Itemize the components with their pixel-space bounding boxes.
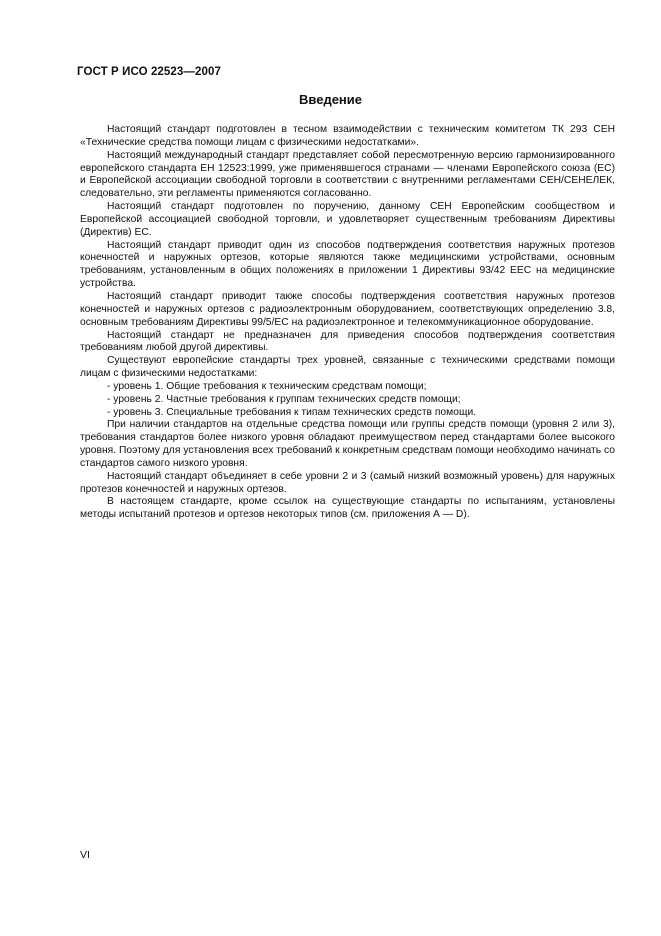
page-number: VI <box>80 849 90 861</box>
paragraph: Существуют европейские стандарты трех уровней, связанные с техническими средствами помощи лицам с физическими недостатками: <box>80 355 615 380</box>
list-item-level-3: - уровень 3. Специальные требования к типам технических средств помощи. <box>107 406 477 418</box>
paragraph: Настоящий стандарт подготовлен в тесном взаимодействии с техническим комитетом ТК 293 СЕН «Технические средства помощи лицам с физическими недостатками». <box>80 124 615 148</box>
paragraph: Настоящий стандарт приводит также способы подтверждения соответствия наружных протезов конечностей и наружных ортезов с радиоэлектронным оборудованием, соответствующих определению 3.8, основным требованиям Директивы 99/5/ЕС на радиоэлектронное и телекоммуникационное оборудование. <box>80 290 615 328</box>
list-item-level-1: - уровень 1. Общие требования к техническим средствам помощи; <box>107 380 427 392</box>
paragraph: Настоящий стандарт приводит один из способов подтверждения соответствия наружных протезов конечностей и наружных ортезов, которые являются также медицинскими устройствами, основным требованиям, установленным в общих положениях в приложении 1 Директивы 93/42 ЕЕС на медицинские устройства. <box>80 239 615 290</box>
paragraph: Настоящий стандарт подготовлен по поручению, данному СЕН Европейским сообществом и Европейской ассоциацией свободной торговли, и удовлетворяет существенным требованиям Директивы (Директив) ЕС. <box>80 201 615 238</box>
paragraph: Настоящий стандарт объединяет в себе уровни 2 и 3 (самый низкий возможный уровень) для наружных протезов конечностей и наружных ортезов. <box>80 470 615 495</box>
section-title: Введение <box>299 92 362 107</box>
paragraph: Настоящий международный стандарт представляет собой пересмотренную версию гармонизированного европейского стандарта ЕН 12523:1999, уже применявшегося странами — членами Европейского союза (ЕС) и Европейской ассоциации свободной торговли в соответствии с внутренними регламентами СЕН/СЕНЕЛЕК, следовательно, эти регламенты применяются согласованно. <box>80 149 615 200</box>
paragraph: Настоящий стандарт не предназначен для приведения способов подтверждения соответствия требованиям любой другой директивы. <box>80 329 615 354</box>
document-header: ГОСТ Р ИСО 22523—2007 <box>77 66 222 78</box>
list-item-level-2: - уровень 2. Частные требования к группам технических средств помощи; <box>107 393 461 405</box>
paragraph: В настоящем стандарте, кроме ссылок на существующие стандарты по испытаниям, установлены методы испытаний протезов и ортезов некоторых типов (см. приложения А — D). <box>80 496 615 521</box>
paragraph: При наличии стандартов на отдельные средства помощи или группы средств помощи (уровня 2 или 3), требования стандартов более низкого уровня обладают преимуществом перед стандартами более высокого уровня. Поэтому для установления всех требований к конкретным средствам помощи необходимо начинать со стандартов самого низкого уровня. <box>80 419 615 469</box>
body-text <box>80 124 615 522</box>
